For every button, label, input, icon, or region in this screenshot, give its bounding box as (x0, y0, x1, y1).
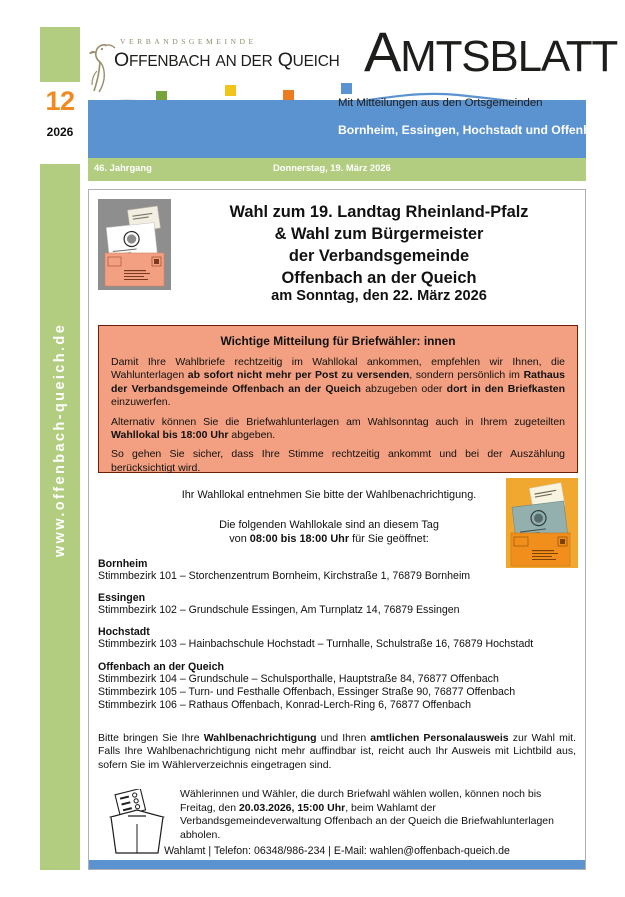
headline-line-4: Offenbach an der Queich (281, 269, 477, 287)
issue-number: 12 (45, 86, 75, 116)
notice-p0-run-4: abzugeben oder (360, 382, 447, 395)
ballot-run-2: , beim Wahlamt der Verbandsgemeindeverwaltung Offenbach an der Queich die Briefwahlunterlagen abholen. (180, 801, 554, 841)
notice-p2-run-0: So gehen Sie sicher, dass Ihre Stimme rechtzeitig ankommt und bei der Auszählung berücksichtigt wird. (111, 448, 565, 474)
issue-year: 2026 (46, 125, 74, 139)
polling-station-group (98, 661, 568, 713)
website-url[interactable]: www.offenbach-queich.de (52, 322, 68, 558)
masthead-header (88, 20, 618, 185)
headline-line-1: Wahl zum 19. Landtag Rheinland-Pfalz (229, 203, 529, 221)
left-sidebar (40, 27, 80, 870)
ballot-run-0: Wählerinnen und Wähler, die durch Briefwahl wählen wollen, können noch bis Freitag, den (180, 788, 542, 814)
notice-p0-run-0: Damit Ihre Wahlbriefe rechtzeitig im Wahllokal ankommen, empfehlen wir Ihnen, die Wahlunterlagen (111, 356, 565, 382)
contact-line: Wahlamt | Telefon: 06348/986-234 | E-Mail: wahlen@offenbach-queich.de (164, 845, 510, 857)
postal-vote-pickup-text (180, 788, 570, 842)
notice-p0-run-1: ab sofort nicht mehr per Post zu versenden (187, 369, 410, 382)
intro3-run-0: von (229, 533, 250, 545)
election-mail-photo-left (98, 199, 171, 290)
vg-kicker: VERBANDSGEMEINDE (120, 37, 257, 46)
intro-line-1: Ihr Wahllokal entnehmen Sie bitte der Wahlbenachrichtigung. (181, 489, 477, 501)
polling-station-group (98, 558, 568, 583)
notice-p1-run-0: Alternativ können Sie die Briefwahlunterlagen am Wahlsonntag auch in Ihrem zugeteilten (111, 415, 565, 428)
content-card (88, 189, 586, 870)
notice-paragraph (111, 356, 565, 410)
page-title (181, 201, 577, 289)
polling-station-town: Offenbach an der Queich (98, 660, 224, 673)
polling-station-town: Hochstadt (98, 626, 150, 639)
accent-square-blue (341, 83, 352, 94)
polling-station-entry: Stimmbezirk 101 – Storchenzentrum Bornheim, Kirchstraße 1, 76879 Bornheim (98, 570, 471, 582)
vg-title-text: OFFENBACH AN DER QUEICH (114, 49, 340, 71)
issue-date: Donnerstag, 19. März 2026 (273, 162, 391, 173)
polling-station-entry: Stimmbezirk 102 – Grundschule Essingen, Am Turnplatz 14, 76879 Essingen (98, 604, 460, 617)
polling-station-entry: Stimmbezirk 104 – Grundschule – Schulsporthalle, Hauptstraße 84, 76877 Offenbach (98, 672, 499, 685)
jahrgang-label: 46. Jahrgang (94, 162, 152, 173)
intro3-run-2: für Sie geöffnet: (349, 533, 429, 545)
vg-title (114, 49, 340, 72)
identification-note (98, 732, 576, 772)
idpara-run-4: zur Wahl mit. Falls Ihre Wahlbenachrichtigung nicht mehr auffindbar ist, reicht auch Ihr Ausweis mit Lichtbild aus, sofern Sie im Wählerverzeichnis eingetragen sind. (98, 732, 576, 771)
masthead-subtitle: Mit Mitteilungen aus den Ortsgemeinden (338, 97, 543, 109)
notice-p0-run-6: einzuwerfen. (111, 396, 171, 409)
idpara-run-2: und Ihren (316, 732, 371, 744)
postal-vote-notice (98, 325, 578, 473)
notice-p0-run-3: Rathaus der Verbandsgemeinde Offenbach an der Queich (111, 369, 565, 395)
envelopes-illustration-1 (98, 199, 171, 290)
headline-line-2: & Wahl zum Bürgermeister (274, 225, 484, 243)
notice-p1-run-1: Wahllokal bis 18:00 Uhr (111, 429, 229, 442)
municipality-list: Bornheim, Essingen, Hochstadt und Offenbach (338, 123, 612, 137)
masthead-title: AMTSBLATT (364, 20, 618, 83)
notice-paragraph (111, 416, 565, 443)
headline-line-3: der Verbandsgemeinde (288, 247, 470, 265)
election-date: am Sonntag, den 22. März 2026 (271, 288, 487, 304)
polling-station-list (98, 558, 568, 712)
sidebar-green-top (40, 27, 80, 82)
intro-line-2: Die folgenden Wahllokale sind an diesem Tag (219, 519, 439, 531)
notice-body (111, 356, 565, 475)
card-bottom-accent-bar (89, 860, 585, 869)
polling-station-town: Essingen (98, 592, 146, 605)
notice-title: Wichtige Mitteilung für Briefwähler: innen (220, 334, 456, 348)
idpara-run-1: Wahlbenachrichtigung (203, 732, 317, 744)
notice-p1-run-2: abgeben. (228, 429, 276, 442)
polling-station-entry: Stimmbezirk 105 – Turn- und Festhalle Offenbach, Essinger Straße 90, 76877 Offenbach (98, 685, 516, 698)
polling-station-entry: Stimmbezirk 106 – Rathaus Offenbach, Konrad-Lerch-Ring 6, 76877 Offenbach (98, 699, 471, 712)
polling-station-town: Bornheim (98, 558, 148, 570)
notice-p0-run-5: dort in den Briefkasten (446, 382, 565, 395)
ballot-run-1: 20.03.2026, 15:00 Uhr (238, 801, 346, 814)
polling-station-entry: Stimmbezirk 103 – Hainbachschule Hochstadt – Turnhalle, Schulstraße 16, 76879 Hochstadt (98, 638, 534, 651)
accent-square-yellow (225, 85, 236, 96)
intro-line-3 (129, 532, 529, 546)
polling-station-group (98, 592, 568, 617)
intro3-run-1: 08:00 bis 18:00 Uhr (249, 533, 350, 545)
idpara-run-3: amtlichen Personalausweis (370, 732, 509, 744)
polling-station-group (98, 626, 568, 651)
idpara-run-0: Bitte bringen Sie Ihre (98, 732, 204, 744)
notice-p0-run-2: , sondern persönlich im (409, 369, 524, 382)
notice-paragraph (111, 448, 565, 475)
